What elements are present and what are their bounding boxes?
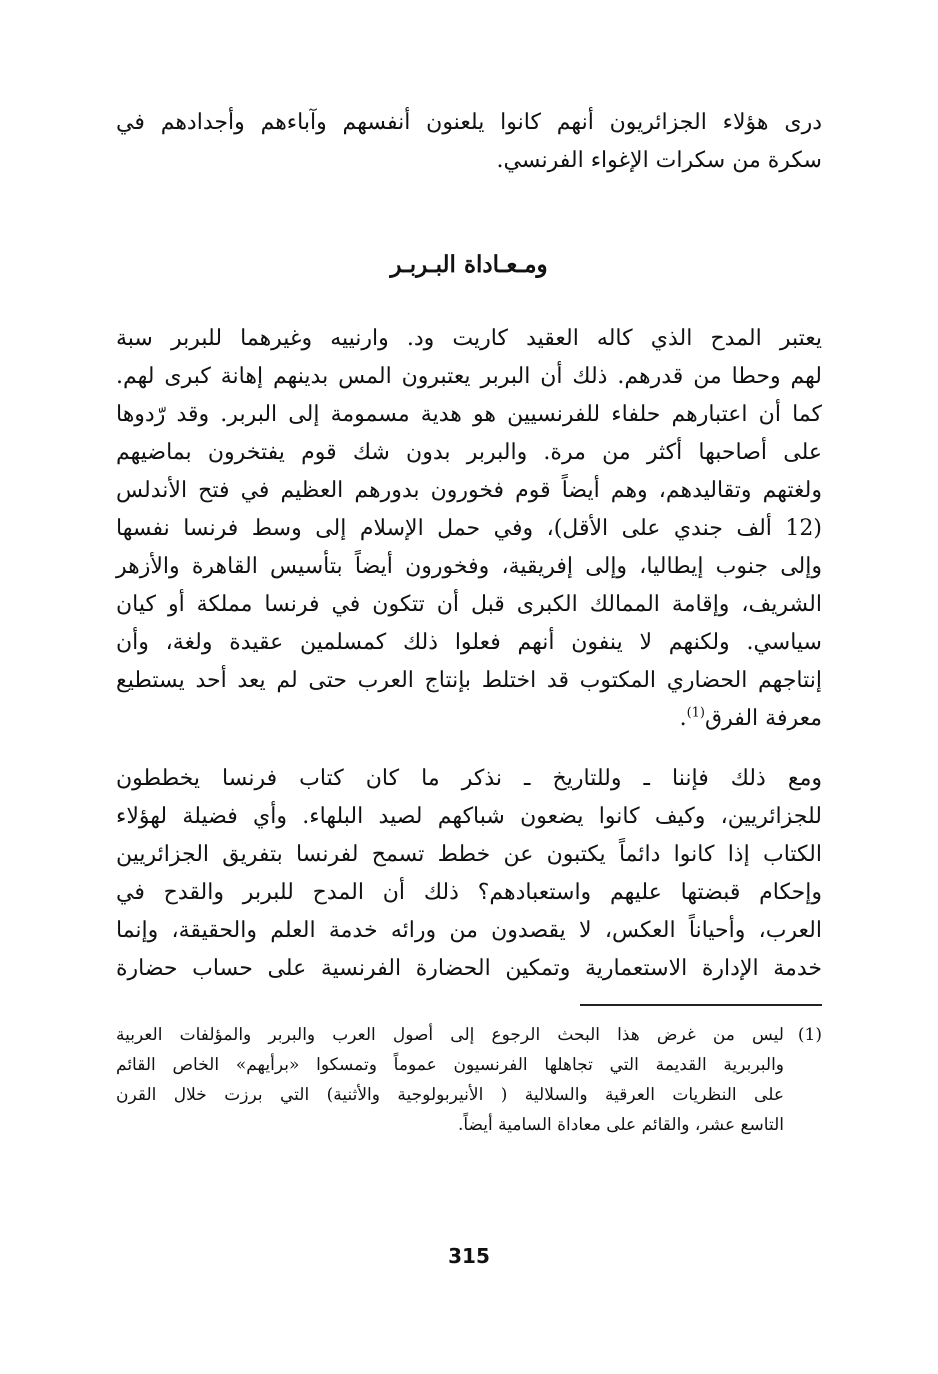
footnote-number: (1)	[797, 1025, 822, 1045]
footnote-line: والبربرية القديمة التي تجاهلها الفرنسيون عموماً وتمسكوا «برأيهم» الخاص القائم	[116, 1055, 784, 1075]
text-line: درى هؤلاء الجزائريون أنهم كانوا يلعنون أنفسهم وآباءهم وأجدادهم في	[116, 110, 822, 135]
footnote-line: على النظريات العرقية والسلالية ( الأنيربولوجية والأثنية) التي برزت خلال القرن	[116, 1085, 784, 1105]
text-line: سياسي. ولكنهم لا ينفون أنهم فعلوا ذلك كمسلمين عقيدة ولغة، وأن	[116, 630, 822, 655]
footnote-body	[116, 1020, 784, 1140]
footnote-reference[interactable]: (1)	[686, 705, 705, 721]
footnote-line: التاسع عشر، والقائم على معاداة السامية أيضاً.	[457, 1115, 784, 1135]
text-line-final	[116, 700, 822, 738]
text-line: يعتبر المدح الذي كاله العقيد كاريت ود. وارنييه وغيرهما للبربر سبة	[116, 326, 822, 351]
text-line: وإلى جنوب إيطاليا، وإلى إفريقية، وفخورون أيضاً بتأسيس القاهرة والأزهر	[116, 554, 822, 579]
text-line: للجزائريين، وكيف كانوا يضعون شباكهم لصيد البلهاء. وأي فضيلة لهؤلاء	[116, 804, 822, 829]
text-fragment: معرفة الفرق	[705, 706, 822, 731]
text-line: على أصاحبها أكثر من مرة. والبربر بدون شك قوم يفتخرون بماضيهم	[116, 440, 822, 465]
text-line: كما أن اعتبارهم حلفاء للفرنسيين هو هدية مسمومة إلى البربر. وقد رّدوها	[116, 402, 822, 427]
intro-paragraph	[116, 104, 822, 180]
text-line: سكرة من سكرات الإغواء الفرنسي.	[496, 148, 822, 173]
text-line: العرب، وأحياناً العكس، لا يقصدون من ورائه خدمة العلم والحقيقة، وإنما	[116, 918, 822, 943]
footnote-separator	[580, 1004, 822, 1006]
page-number: 315	[448, 1244, 490, 1268]
text-line: (12 ألف جندي على الأقل)، وفي حمل الإسلام إلى وسط فرنسا نفسها	[116, 516, 822, 541]
text-line: خدمة الإدارة الاستعمارية وتمكين الحضارة الفرنسية على حساب حضارة	[116, 956, 822, 981]
body-paragraph-1	[116, 320, 822, 738]
text-line: ومع ذلك فإننا ـ وللتاريخ ـ نذكر ما كان كتاب فرنسا يخططون	[116, 766, 822, 791]
book-page	[116, 104, 822, 1140]
text-line: ولغتهم وتقاليدهم، وهم أيضاً قوم فخورون بدورهم العظيم في فتح الأندلس	[116, 478, 822, 503]
footnote-line: ليس من غرض هذا البحث الرجوع إلى أصول العرب والبربر والمؤلفات العربية	[116, 1025, 784, 1045]
end-punctuation: .	[679, 706, 687, 731]
text-line: الكتاب إذا كانوا دائماً يكتبون عن خطط تسمح لفرنسا بتفريق الجزائريين	[116, 842, 822, 867]
text-line: الشريف، وإقامة الممالك الكبرى قبل أن تتكون في فرنسا مملكة أو كيان	[116, 592, 822, 617]
body-paragraph-2	[116, 760, 822, 988]
text-line: لهم وحطا من قدرهم. ذلك أن البربر يعتبرون المس بدينهم إهانة كبرى لهم.	[116, 364, 822, 389]
footnote	[116, 1020, 822, 1140]
text-line: إنتاجهم الحضاري المكتوب قد اختلط بإنتاج العرب حتى لم يعد أحد يستطيع	[116, 668, 822, 693]
section-heading: ومـعـاداة البـربـر	[390, 251, 548, 278]
text-line: وإحكام قبضتها عليهم واستعبادهم؟ ذلك أن المدح للبربر والقدح في	[116, 880, 822, 905]
